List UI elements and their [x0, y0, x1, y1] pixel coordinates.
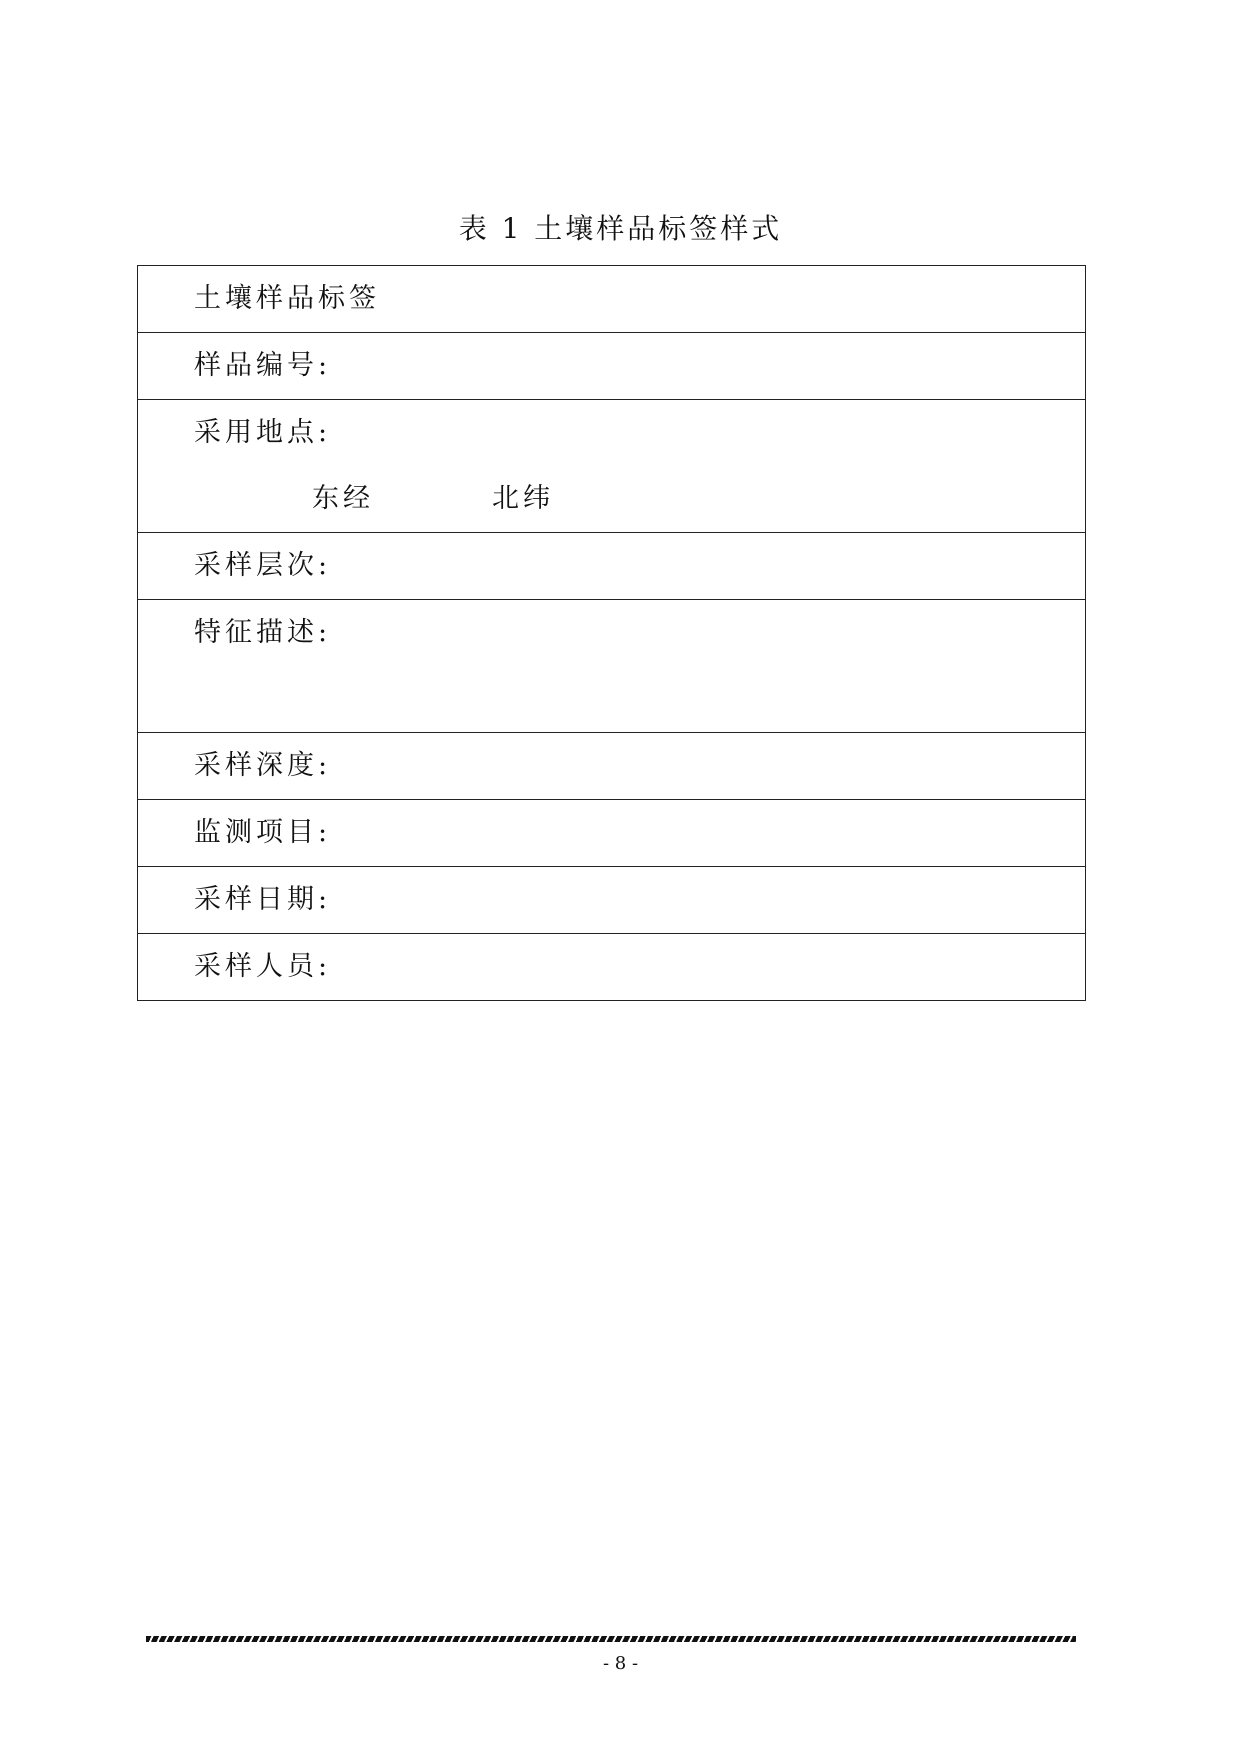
table-row [138, 800, 1086, 867]
monitoring-items-field: 监测项目: [138, 800, 1086, 867]
table-row [138, 733, 1086, 800]
table-row [138, 400, 1086, 533]
north-latitude-label: 北纬 [492, 483, 554, 514]
sampling-layer-field: 采样层次: [138, 533, 1086, 600]
label-header: 土壤样品标签 [138, 266, 1086, 333]
table-caption: 表 1 土壤样品标签样式 [458, 212, 783, 245]
table-row [138, 533, 1086, 600]
feature-description-cell [138, 600, 1086, 733]
sampling-personnel-field: 采样人员: [138, 934, 1086, 1001]
sampling-date-field: 采样日期: [138, 867, 1086, 934]
footer-divider [146, 1636, 1076, 1642]
sampling-location-label: 采用地点: [194, 417, 332, 448]
sampling-location-cell [138, 400, 1086, 533]
sample-number-field: 样品编号: [138, 333, 1086, 400]
feature-description-label: 特征描述: [194, 617, 332, 648]
table-row [138, 867, 1086, 934]
sampling-depth-field: 采样深度: [138, 733, 1086, 800]
east-longitude-label: 东经 [312, 483, 374, 514]
page-number: - 8 - [602, 1653, 639, 1674]
table-row [138, 934, 1086, 1001]
table-row [138, 600, 1086, 733]
soil-sample-label-table [137, 265, 1086, 1001]
table-row [138, 266, 1086, 333]
table-row [138, 333, 1086, 400]
coordinates-line [194, 466, 1085, 532]
